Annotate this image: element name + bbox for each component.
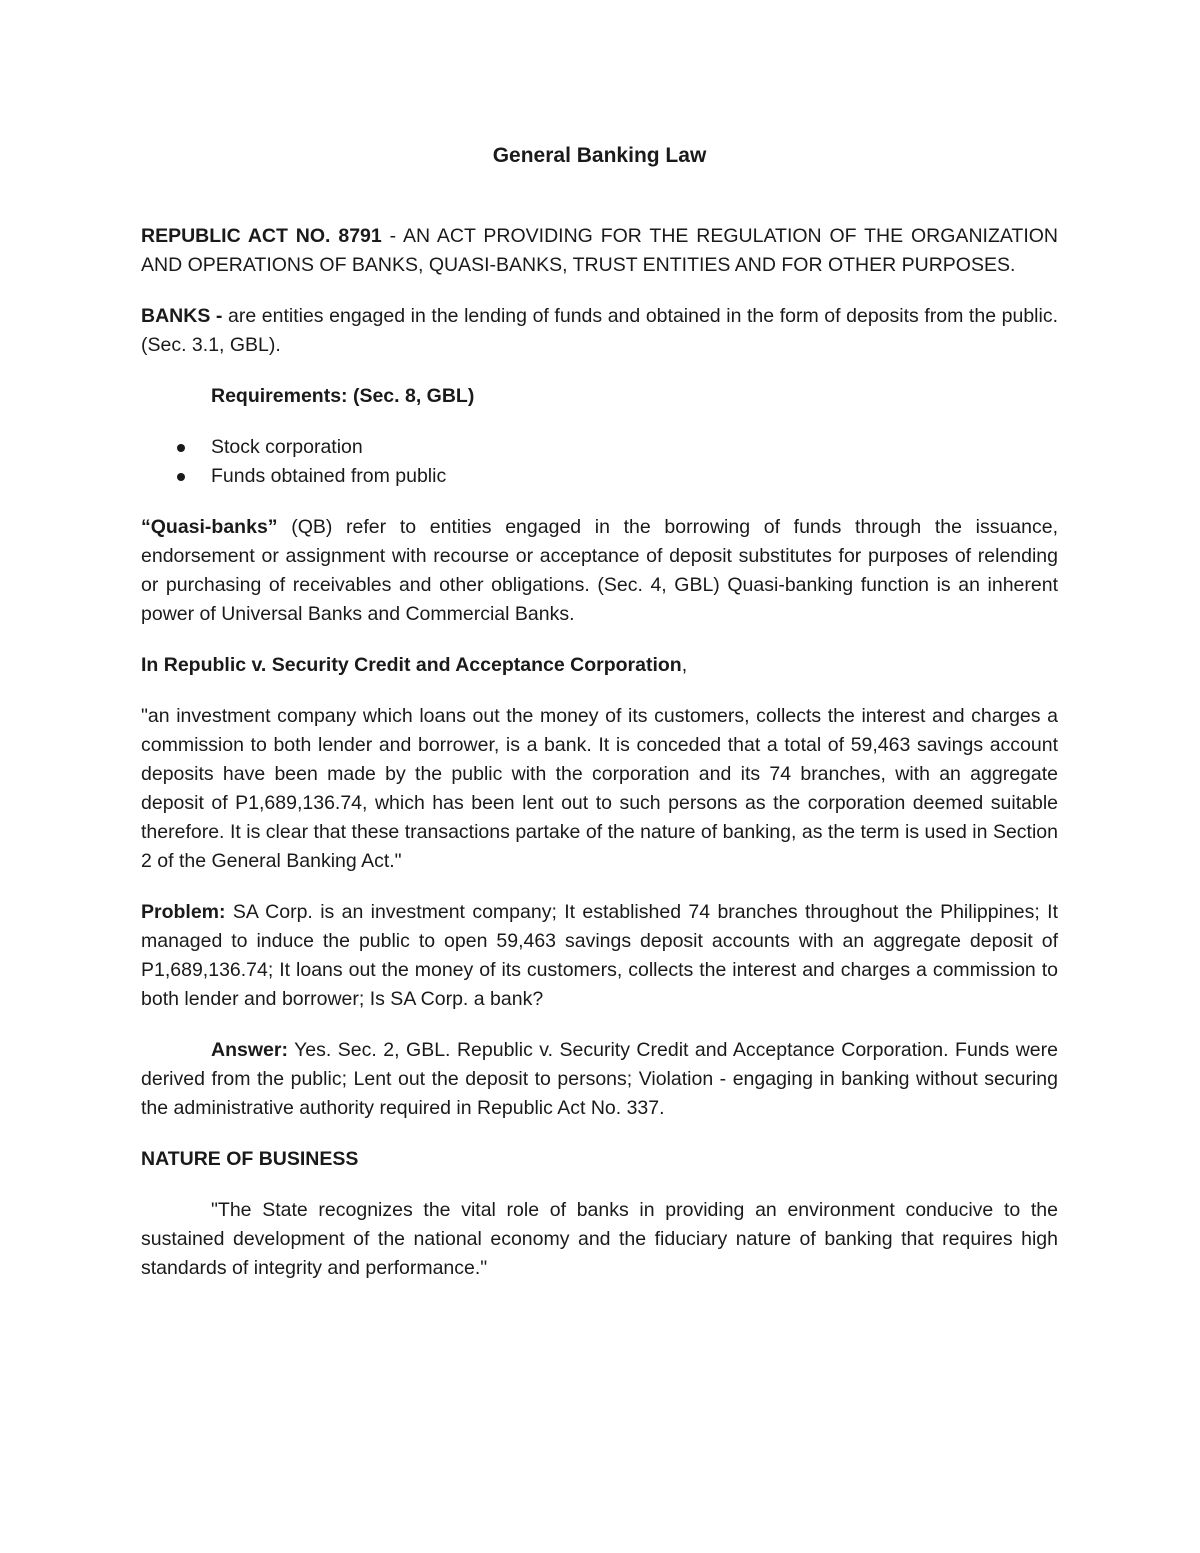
list-item xyxy=(141,433,1058,462)
requirements-list xyxy=(141,433,1058,491)
case-heading-paragraph xyxy=(141,651,1058,680)
document-body xyxy=(141,140,1058,1283)
document-title: General Banking Law xyxy=(492,144,707,167)
case-heading-suffix: , xyxy=(681,654,688,676)
answer-label: Answer: xyxy=(211,1039,288,1061)
case-heading: In Republic v. Security Credit and Acceptance Corporation xyxy=(141,654,682,676)
list-item-text: Funds obtained from public xyxy=(211,465,447,487)
bullet-icon xyxy=(177,444,185,452)
problem-paragraph xyxy=(141,898,1058,1014)
republic-act-text: - AN ACT PROVIDING FOR THE REGULATION OF THE ORGANIZATION AND OPERATIONS OF BANKS, QUASI-BANKS, TRUST ENTITIES AND FOR OTHER PURPOSES. xyxy=(141,225,1058,276)
nature-heading: NATURE OF BUSINESS xyxy=(141,1148,359,1170)
answer-text: Yes. Sec. 2, GBL. Republic v. Security Credit and Acceptance Corporation. Funds were derived from the public; Lent out the deposit to persons; Violation - engaging in banking without securing the administrative authority required in Republic Act No. 337. xyxy=(141,1039,1058,1119)
republic-act-label: REPUBLIC ACT NO. 8791 xyxy=(141,225,382,247)
quasi-banks-label: “Quasi-banks” xyxy=(141,516,278,538)
quasi-banks-paragraph xyxy=(141,513,1058,629)
case-quote: "an investment company which loans out the money of its customers, collects the interest and charges a commission to both lender and borrower, is a bank. It is conceded that a total of 59,463 savings account deposits have been made by the public with the corporation and its 74 branches, with an aggregate deposit of P1,689,136.74, which has been lent out to such persons as the corporation deemed suitable therefore. It is clear that these transactions partake of the nature of banking, as the term is used in Section 2 of the General Banking Act." xyxy=(141,705,1058,872)
list-item xyxy=(141,462,1058,491)
answer-paragraph xyxy=(141,1036,1058,1123)
bullet-icon xyxy=(177,473,185,481)
banks-definition-paragraph xyxy=(141,302,1058,360)
nature-quote: "The State recognizes the vital role of banks in providing an environment conducive to the sustained development of the national economy and the fiduciary nature of banking that requires high standards of integrity and performance." xyxy=(141,1199,1058,1279)
banks-label: BANKS - xyxy=(141,305,223,327)
problem-label: Problem: xyxy=(141,901,226,923)
problem-text: SA Corp. is an investment company; It established 74 branches throughout the Philippines; It managed to induce the public to open 59,463 savings deposit accounts with an aggregate deposit of P1,689,136.74; It loans out the money of its customers, collects the interest and charges a commission to both lender and borrower; Is SA Corp. a bank? xyxy=(141,901,1058,1010)
republic-act-paragraph xyxy=(141,222,1058,280)
list-item-text: Stock corporation xyxy=(211,436,363,458)
banks-text: are entities engaged in the lending of funds and obtained in the form of deposits from the public. (Sec. 3.1, GBL). xyxy=(141,305,1058,356)
requirements-heading: Requirements: (Sec. 8, GBL) xyxy=(211,385,475,407)
quasi-banks-text: (QB) refer to entities engaged in the borrowing of funds through the issuance, endorsement or assignment with recourse or acceptance of deposit substitutes for purposes of relending or purchasing of receivables and other obligations. (Sec. 4, GBL) Quasi-banking function is an inherent power of Universal Banks and Commercial Banks. xyxy=(141,516,1058,625)
